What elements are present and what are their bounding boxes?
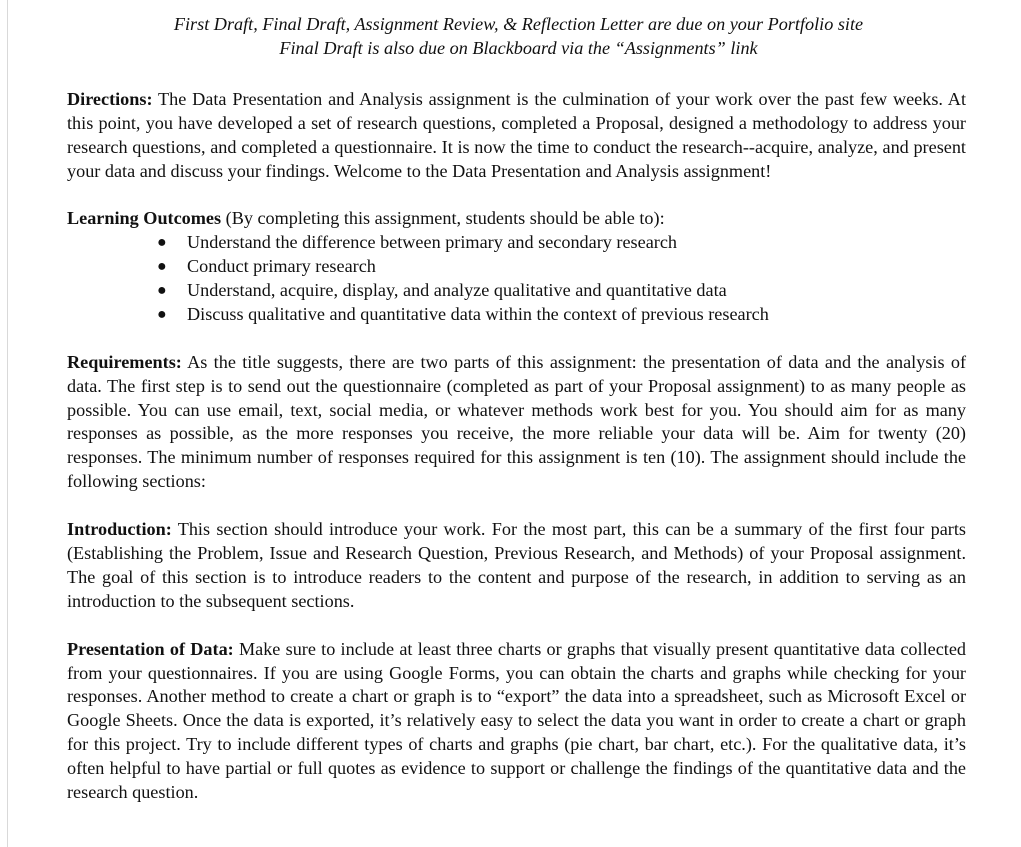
requirements-label: Requirements: bbox=[67, 351, 182, 372]
bullet-icon: ● bbox=[157, 305, 167, 323]
requirements-paragraph bbox=[67, 351, 966, 494]
list-item bbox=[67, 303, 966, 327]
presentation-of-data-text: Make sure to include at least three charts or graphs that visually present quantitative data collected from your questionnaires. If you are using Google Forms, you can obtain the charts and graphs while checking for your responses. Another method to create a chart or graph is to “export” the data into a spreadsheet, such as Microsoft Excel or Google Sheets. Once the data is exported, it’s relatively easy to select the data you want in order to create a chart or graph for this project. Try to include different types of charts and graphs (pie chart, bar chart, etc.). For the qualitative data, it’s often helpful to have partial or full quotes as evidence to support or challenge the findings of the quantitative data and the research question. bbox=[67, 638, 966, 803]
learning-outcomes-heading bbox=[67, 207, 966, 231]
document-body bbox=[67, 13, 966, 805]
list-item-text: Understand the difference between primary and secondary research bbox=[187, 232, 677, 253]
directions-paragraph bbox=[67, 88, 966, 184]
bullet-icon: ● bbox=[157, 258, 167, 276]
bullet-icon: ● bbox=[157, 282, 167, 300]
learning-outcomes-intro: (By completing this assignment, students should be able to): bbox=[221, 208, 665, 229]
list-item bbox=[67, 231, 966, 255]
header-line-portfolio: First Draft, Final Draft, Assignment Review, & Reflection Letter are due on your Portfolio site bbox=[173, 14, 864, 34]
list-item-text: Understand, acquire, display, and analyze qualitative and quantitative data bbox=[187, 280, 727, 301]
page-left-edge bbox=[7, 0, 8, 847]
learning-outcomes-list bbox=[67, 231, 966, 327]
introduction-text: This section should introduce your work. For the most part, this can be a summary of the first four parts (Establishing the Problem, Issue and Research Question, Previous Research, and Methods) of your Proposal assignment. The goal of this section is to introduce readers to the content and purpose of the research, in addition to serving as an introduction to the subsequent sections. bbox=[67, 519, 966, 611]
directions-label: Directions: bbox=[67, 88, 153, 109]
list-item-text: Discuss qualitative and quantitative data within the context of previous research bbox=[187, 303, 769, 324]
list-item bbox=[67, 255, 966, 279]
due-date-header bbox=[67, 13, 966, 61]
directions-text: The Data Presentation and Analysis assignment is the culmination of your work over the past few weeks. At this point, you have developed a set of research questions, completed a Proposal, designed a methodology to address your research questions, and completed a questionnaire. It is now the time to conduct the research--acquire, analyze, and present your data and discuss your findings. Welcome to the Data Presentation and Analysis assignment! bbox=[67, 88, 966, 181]
header-line-blackboard: Final Draft is also due on Blackboard via the “Assignments” link bbox=[279, 37, 758, 58]
presentation-of-data-label: Presentation of Data: bbox=[67, 638, 234, 659]
bullet-icon: ● bbox=[157, 234, 167, 252]
list-item-text: Conduct primary research bbox=[187, 256, 376, 277]
learning-outcomes-section bbox=[67, 207, 966, 327]
learning-outcomes-label: Learning Outcomes bbox=[67, 208, 222, 229]
requirements-text: As the title suggests, there are two parts of this assignment: the presentation of data and the analysis of data. The first step is to send out the questionnaire (completed as part of your Proposal assignment) to as many people as possible. You can use email, text, social media, or whatever methods work best for you. You should aim for as many responses as possible, as the more responses you receive, the more reliable your data will be. Aim for twenty (20) responses. The minimum number of responses required for this assignment is ten (10). The assignment should include the following sections: bbox=[67, 351, 966, 492]
presentation-of-data-paragraph bbox=[67, 638, 966, 805]
list-item bbox=[67, 279, 966, 303]
introduction-paragraph bbox=[67, 518, 966, 614]
introduction-label: Introduction: bbox=[67, 519, 172, 540]
